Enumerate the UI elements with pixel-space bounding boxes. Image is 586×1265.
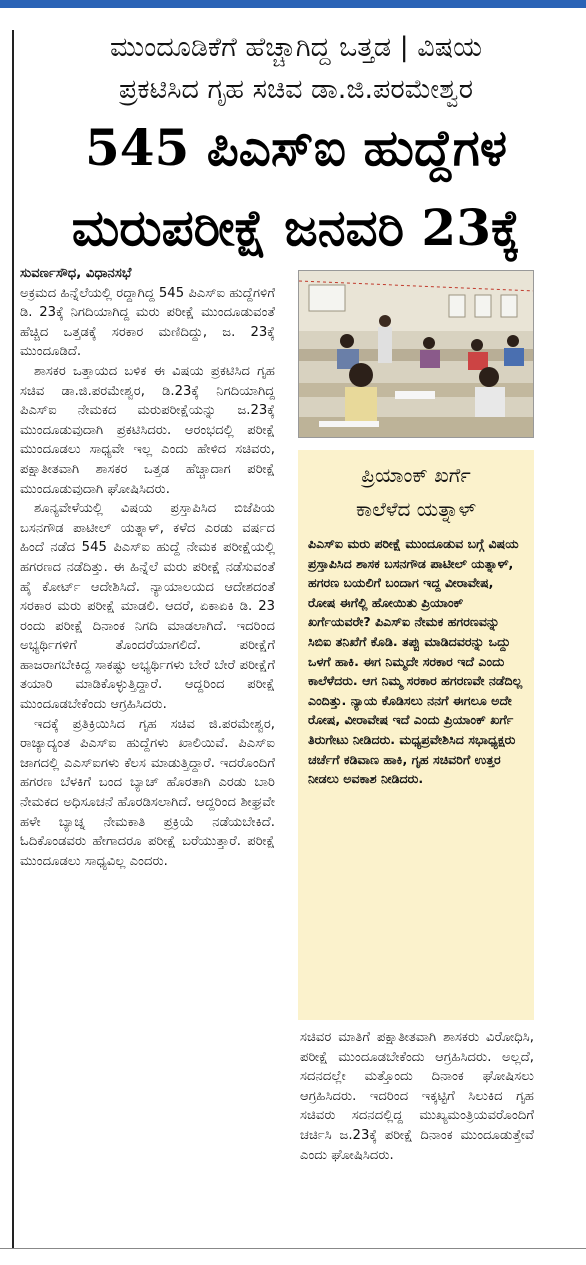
- exam-hall-photo: [298, 270, 534, 438]
- bottom-rule: [0, 1248, 586, 1249]
- sidebar-title-line-2: ಕಾಲೆಳೆದ ಯತ್ನಾಳ್: [356, 497, 476, 521]
- article-paragraph: ಶಾಸಕರ ಒತ್ತಾಯದ ಬಳಿಕ ಈ ವಿಷಯ ಪ್ರಕಟಿಸಿದ ಗೃಹ ಸಚಿವ ಡಾ.ಜಿ.ಪರಮೇಶ್ವರ, ಡಿ.23ಕ್ಕೆ ನಿಗದಿಯಾಗಿದ್ದ ಪಿಎಸ್ಐ ನೇಮಕದ ಮರುಪರೀಕ್ಷೆಯನ್ನು ಜ.23ಕ್ಕೆ ಮುಂದೂಡುವುದಾಗಿ ಪ್ರಕಟಿಸಿದರು. ಆರಂಭದಲ್ಲಿ ಪರೀಕ್ಷೆ ಮುಂದೂಡಲು ಸಾಧ್ಯವೇ ಇಲ್ಲ ಎಂದು ಹೇಳಿದ ಸಚಿವರು, ಪಕ್ಷಾತೀತವಾಗಿ ಶಾಸಕರ ಒತ್ತಡ ಹೆಚ್ಚಾದಾಗ ಪರೀಕ್ಷೆ ಮುಂದೂಡುವುದಾಗಿ ಘೋಷಿಸಿದರು.: [20, 363, 275, 497]
- kicker-line-2: ಪ್ರಕಟಿಸಿದ ಗೃಹ ಸಚಿವ ಡಾ.ಜಿ.ಪರಮೇಶ್ವರ: [118, 74, 474, 105]
- headline-line-1: 545 ಪಿಎಸ್ಐ ಹುದ್ದೆಗಳ: [84, 118, 508, 177]
- kicker-line-1: ಮುಂದೂಡಿಕೆಗೆ ಹೆಚ್ಚಾಗಿದ್ದ ಒತ್ತಡ | ವಿಷಯ: [110, 32, 482, 63]
- exam-hall-illustration: [299, 271, 534, 438]
- left-column-rule: [12, 30, 14, 1248]
- article-paragraph: ಇದಕ್ಕೆ ಪ್ರತಿಕ್ರಿಯಿಸಿದ ಗೃಹ ಸಚಿವ ಜಿ.ಪರಮೇಶ್ವರ, ರಾಜ್ಯಾದ್ಯಂತ ಪಿಎಸ್ಐ ಹುದ್ದೆಗಳು ಖಾಲಿಯಿವೆ. ಪಿಎಸ್ಐ ಜಾಗದಲ್ಲಿ ಎಎಸ್ಐಗಳು ಕೆಲಸ ಮಾಡುತ್ತಿದ್ದಾರೆ. ಇದರೊಂದಿಗೆ ಹಗರಣ ಬೆಳಕಿಗೆ ಬಂದ ಬ್ಯಾಚ್ ಹೊರತಾಗಿ ಎರಡು ಬಾರಿ ನೇಮಕದ ಅಧಿಸೂಚನೆ ಹೊರಡಿಸಲಾಗಿದೆ. ಆದ್ದರಿಂದ ಶೀಘ್ರವೇ ಹಳೇ ಬ್ಯಾಚ್ನ ನೇಮಕಾತಿ ಪ್ರಕ್ರಿಯೆ ನಡೆಯಬೇಕಿದೆ. ಓದಿಕೊಂಡವರು ಹೇಗಾದರೂ ಪರೀಕ್ಷೆ ಬರೆಯುತ್ತಾರೆ. ಪರೀಕ್ಷೆ ಮುಂದೂಡಲು ಸಾಧ್ಯವಿಲ್ಲ ಎಂದರು.: [20, 716, 275, 869]
- article-column-1: [20, 264, 275, 871]
- article-continuation: ಸಚಿವರ ಮಾತಿಗೆ ಪಕ್ಷಾತೀತವಾಗಿ ಶಾಸಕರು ವಿರೋಧಿಸಿ, ಪರೀಕ್ಷೆ ಮುಂದೂಡಬೇಕೆಂದು ಆಗ್ರಹಿಸಿದರು. ಅಲ್ಲದೆ, ಸದನದಲ್ಲೇ ಮತ್ತೊಂದು ದಿನಾಂಕ ಘೋಷಿಸಲು ಆಗ್ರಹಿಸಿದರು. ಇದರಿಂದ ಇಕ್ಕಟ್ಟಿಗೆ ಸಿಲುಕಿದ ಗೃಹ ಸಚಿವರು ಸದನದಲ್ಲಿದ್ದ ಮುಖ್ಯಮಂತ್ರಿಯವರೊಂದಿಗೆ ಚರ್ಚಿಸಿ ಜ.23ಕ್ಕೆ ಪರೀಕ್ಷೆ ದಿನಾಂಕ ಮುಂದೂಡುತ್ತೇವೆ ಎಂದು ಘೋಷಿಸಿದರು.: [300, 1030, 534, 1163]
- article-paragraph: ಶೂನ್ಯವೇಳೆಯಲ್ಲಿ ವಿಷಯ ಪ್ರಸ್ತಾಪಿಸಿದ ಬಿಜೆಪಿಯ ಬಸನಗೌಡ ಪಾಟೀಲ್ ಯತ್ನಾಳ್, ಕಳೆದ ಎರಡು ವರ್ಷದ ಹಿಂದೆ ನಡೆದ 545 ಪಿಎಸ್ಐ ಹುದ್ದೆ ನೇಮಕ ಪರೀಕ್ಷೆಯಲ್ಲಿ ಹಗರಣದ ನಡೆದಿತ್ತು. ಈ ಹಿನ್ನೆಲೆ ಮರು ಪರೀಕ್ಷೆ ನಡೆಸುವಂತೆ ಹೈ ಕೋರ್ಟ್ ಆದೇಶಿಸಿದೆ. ನ್ಯಾಯಾಲಯದ ಆದೇಶದಂತೆ ಸರಕಾರ ಮರು ಪರೀಕ್ಷೆ ಮಾಡಲಿ. ಆದರೆ, ಏಕಾಏಕಿ ಡಿ. 23 ರಂದು ಪರೀಕ್ಷೆ ದಿನಾಂಕ ನಿಗದಿ ಮಾಡಲಾಗಿದೆ. ಇದರಿಂದ ಅಭ್ಯರ್ಥಿಗಳಿಗೆ ತೊಂದರೆಯಾಗಲಿದೆ. ಪರೀಕ್ಷೆಗೆ ಹಾಜರಾಗಬೇಕಿದ್ದ ಸಾಕಷ್ಟು ಅಭ್ಯರ್ಥಿಗಳು ಬೇರೆ ಬೇರೆ ಪರೀಕ್ಷೆಗೆ ತಯಾರಿ ಮಾಡಿಕೊಳ್ಳುತ್ತಿದ್ದಾರೆ. ಆದ್ದರಿಂದ ಪರೀಕ್ಷೆ ಮುಂದೂಡಬೇಕೆಂದು ಆಗ್ರಹಿಸಿದರು.: [20, 501, 275, 713]
- dateline: ಸುವರ್ಣಸೌಧ, ವಿಧಾನಸಭೆ: [20, 266, 132, 281]
- sidebar-box: [298, 450, 534, 1020]
- top-color-rule: [0, 0, 586, 8]
- headline-line-2: ಮರುಪರೀಕ್ಷೆ ಜನವರಿ 23ಕ್ಕೆ: [71, 198, 521, 257]
- sidebar-body: ಪಿಎಸ್ಐ ಮರು ಪರೀಕ್ಷೆ ಮುಂದೂಡುವ ಬಗ್ಗೆ ವಿಷಯ ಪ್ರಸ್ತಾಪಿಸಿದ ಶಾಸಕ ಬಸನಗೌಡ ಪಾಟೀಲ್ ಯತ್ನಾಳ್, ಹಗರಣ ಬಯಲಿಗೆ ಬಂದಾಗ ಇದ್ದ ವೀರಾವೇಷ, ರೋಷ ಈಗೆಲ್ಲಿ ಹೋಯಿತು ಪ್ರಿಯಾಂಕ್ ಖರ್ಗೆಯವರೇ? ಪಿಎಸ್ಐ ನೇಮಕ ಹಗರಣವನ್ನು ಸಿಬಿಐ ತನಿಖೆಗೆ ಕೊಡಿ. ತಪ್ಪು ಮಾಡಿದವರನ್ನು ಒದ್ದು ಒಳಗೆ ಹಾಕಿ. ಈಗ ನಿಮ್ಮದೇ ಸರಕಾರ ಇದೆ ಎಂದು ಕಾಲೆಳೆದರು. ಆಗ ನಿಮ್ಮ ಸರಕಾರ ಹಗರಣವೇ ನಡೆದಿಲ್ಲ ಎಂದಿತ್ತು. ನ್ಯಾಯ ಕೊಡಿಸಲು ನನಗೆ ಈಗಲೂ ಅದೇ ರೋಷ, ವೀರಾವೇಷ ಇದೆ ಎಂದು ಪ್ರಿಯಾಂಕ್ ಖರ್ಗೆ ತಿರುಗೇಟು ನೀಡಿದರು. ಮಧ್ಯಪ್ರವೇಶಿಸಿದ ಸಭಾಧ್ಯಕ್ಷರು ಚರ್ಚೆಗೆ ಕಡಿವಾಣ ಹಾಕಿ, ಗೃಹ ಸಚಿವರಿಗೆ ಉತ್ತರ ನೀಡಲು ಅವಕಾಶ ನೀಡಿದರು.: [308, 536, 523, 787]
- sidebar-title-line-1: ಪ್ರಿಯಾಂಕ್ ಖರ್ಗೆ: [361, 463, 471, 487]
- article-paragraph: ಅಕ್ರಮದ ಹಿನ್ನೆಲೆಯಲ್ಲಿ ರದ್ದಾಗಿದ್ದ 545 ಪಿಎಸ್ಐ ಹುದ್ದೆಗಳಿಗೆ ಡಿ. 23ಕ್ಕೆ ನಿಗದಿಯಾಗಿದ್ದ ಮರು ಪರೀಕ್ಷೆ ಮುಂದೂಡುವಂತೆ ಹೆಚ್ಚಿದ ಒತ್ತಡಕ್ಕೆ ಸರಕಾರ ಮಣಿದಿದ್ದು, ಜ. 23ಕ್ಕೆ ಮುಂದೂಡಿದೆ.: [20, 285, 275, 360]
